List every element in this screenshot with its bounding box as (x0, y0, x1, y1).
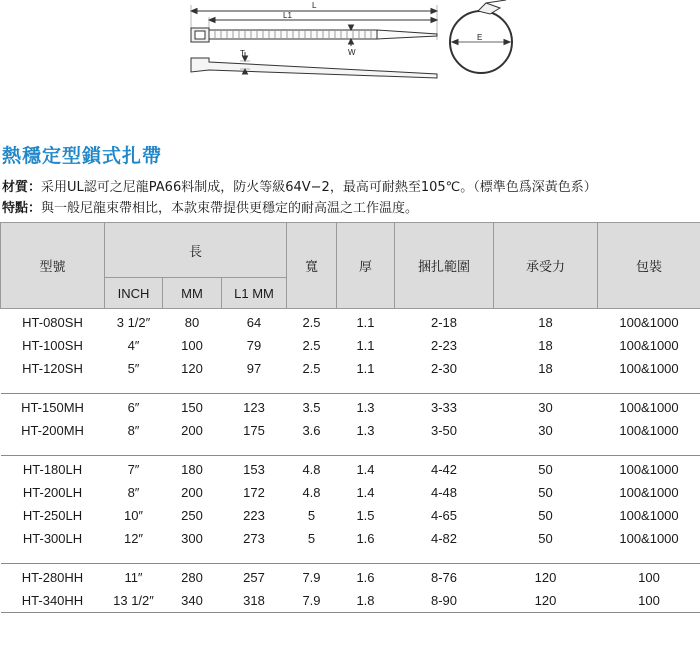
cell-l1mm: 97 (246, 361, 262, 376)
page-title: 熱穩定型鎖式扎帶 (2, 145, 163, 167)
cell-model: HT-250LH (22, 508, 83, 523)
cell-width: 4.8 (302, 485, 321, 500)
cell-l1mm: 123 (243, 400, 265, 415)
cell-inch: 6″ (127, 400, 140, 415)
cell-pack: 100&1000 (619, 361, 679, 376)
cell-inch: 8″ (127, 423, 140, 438)
cell-width: 5 (307, 508, 316, 523)
cell-tensile: 18 (538, 315, 553, 330)
table-row (1, 456, 700, 481)
cell-tensile: 18 (538, 361, 553, 376)
cell-bundle: 4-65 (430, 508, 458, 523)
cell-bundle: 4-48 (430, 485, 458, 500)
group-separator (1, 442, 700, 456)
cell-bundle: 8-90 (430, 593, 458, 608)
table-row (1, 564, 700, 589)
cell-l1mm: 153 (243, 462, 265, 477)
cell-l1mm: 64 (246, 315, 262, 330)
cell-pack: 100&1000 (619, 508, 679, 523)
cell-thickness: 1.6 (356, 531, 375, 546)
cell-pack: 100 (638, 593, 660, 608)
cell-inch: 8″ (127, 485, 140, 500)
cell-model: HT-120SH (22, 361, 83, 376)
header-tensile: 承受力 (494, 223, 598, 309)
cell-bundle: 2-30 (430, 361, 458, 376)
cell-inch: 10″ (123, 508, 144, 523)
cell-thickness: 1.6 (356, 570, 375, 585)
cell-model: HT-180LH (22, 462, 83, 477)
cell-model: HT-100SH (22, 338, 83, 353)
cell-mm: 200 (181, 485, 203, 500)
cell-bundle: 3-33 (430, 400, 458, 415)
separator-rule (1, 550, 700, 564)
cell-bundle: 2-23 (430, 338, 458, 353)
cell-pack: 100&1000 (619, 423, 679, 438)
cell-inch: 11″ (124, 570, 143, 585)
cell-pack: 100&1000 (619, 531, 679, 546)
header-length: 長 (105, 223, 287, 278)
cell-mm: 340 (181, 593, 203, 608)
header-pack: 包裝 (598, 223, 700, 309)
table-row (1, 419, 700, 442)
cell-width: 2.5 (302, 338, 321, 353)
cell-width: 7.9 (302, 570, 321, 585)
cell-l1mm: 318 (243, 593, 265, 608)
loop-head (478, 3, 500, 14)
cell-thickness: 1.5 (356, 508, 375, 523)
material-label: 材質： (2, 180, 42, 195)
cell-thickness: 1.3 (356, 423, 375, 438)
cell-bundle: 4-82 (430, 531, 458, 546)
cell-thickness: 1.8 (356, 593, 375, 608)
cell-tensile: 120 (534, 570, 557, 585)
cell-model: HT-200LH (22, 485, 83, 500)
label-l1: L1 (283, 11, 292, 20)
header-model: 型號 (1, 223, 105, 309)
group-separator (1, 380, 700, 394)
cell-mm: 150 (181, 400, 203, 415)
header-inch: INCH (105, 278, 163, 309)
cell-width: 2.5 (302, 315, 321, 330)
cell-thickness: 1.1 (356, 361, 375, 376)
feature-label: 特點： (2, 201, 42, 216)
table-row (1, 334, 700, 357)
table-row (1, 481, 700, 504)
group-separator (1, 550, 700, 564)
cell-mm: 80 (184, 315, 200, 330)
cell-model: HT-340HH (21, 593, 84, 608)
cell-l1mm: 79 (246, 338, 262, 353)
cell-width: 7.9 (302, 593, 321, 608)
tie-tail (377, 30, 437, 39)
cell-pack: 100&1000 (619, 315, 679, 330)
cell-tensile: 30 (538, 423, 553, 438)
table-row (1, 357, 700, 380)
cell-pack: 100&1000 (619, 462, 679, 477)
material-text: 采用UL認可之尼龍PA66料制成，防火等級64V−2，最高可耐熱至105℃。（標準色爲深黃色系） (41, 180, 597, 195)
cell-pack: 100&1000 (619, 485, 679, 500)
cell-thickness: 1.3 (356, 400, 375, 415)
cell-tensile: 120 (534, 593, 557, 608)
cell-mm: 200 (181, 423, 203, 438)
cell-bundle: 8-76 (430, 570, 458, 585)
separator-rule (1, 442, 700, 456)
feature-line (2, 197, 418, 216)
cell-inch: 3 1/2″ (116, 315, 151, 330)
cell-width: 4.8 (302, 462, 321, 477)
cell-inch: 4″ (127, 338, 140, 353)
cell-bundle: 3-50 (430, 423, 458, 438)
cell-thickness: 1.4 (356, 485, 375, 500)
separator-rule (1, 380, 700, 394)
cell-tensile: 30 (538, 400, 553, 415)
header-width: 寬 (287, 223, 337, 309)
label-t: T (240, 49, 245, 58)
cell-l1mm: 175 (243, 423, 265, 438)
cell-mm: 100 (181, 338, 203, 353)
cell-bundle: 2-18 (430, 315, 458, 330)
header-mm: MM (163, 278, 222, 309)
cell-pack: 100&1000 (619, 400, 679, 415)
spec-table (0, 222, 700, 619)
cell-model: HT-150MH (21, 400, 84, 415)
header-l1mm: L1 MM (222, 278, 287, 309)
table-bottom-rule (1, 613, 700, 620)
cell-model: HT-080SH (22, 315, 83, 330)
cell-bundle: 4-42 (430, 462, 458, 477)
cell-thickness: 1.4 (356, 462, 375, 477)
tie-side-view (191, 58, 437, 78)
table-row (1, 589, 700, 613)
header-thickness: 厚 (337, 223, 395, 309)
cell-mm: 250 (181, 508, 203, 523)
cell-model: HT-200MH (21, 423, 84, 438)
cell-mm: 180 (181, 462, 203, 477)
cell-tensile: 18 (538, 338, 553, 353)
cell-tensile: 50 (538, 531, 553, 546)
cell-model: HT-300LH (22, 531, 83, 546)
cell-model: HT-280HH (21, 570, 84, 585)
cell-width: 3.5 (302, 400, 321, 415)
table-row (1, 504, 700, 527)
cell-width: 3.6 (302, 423, 321, 438)
cell-l1mm: 223 (243, 508, 265, 523)
label-e: E (477, 33, 483, 42)
cell-inch: 7″ (127, 462, 140, 477)
cell-thickness: 1.1 (356, 315, 375, 330)
cell-inch: 13 1/2″ (113, 593, 154, 608)
cell-tensile: 50 (538, 508, 553, 523)
cell-pack: 100&1000 (619, 338, 679, 353)
cell-width: 2.5 (302, 361, 321, 376)
cell-tensile: 50 (538, 462, 553, 477)
spec-table-body (1, 309, 700, 613)
cell-tensile: 50 (538, 485, 553, 500)
cell-pack: 100 (638, 570, 660, 585)
cell-mm: 300 (181, 531, 203, 546)
cell-mm: 280 (181, 570, 203, 585)
label-l: L (312, 1, 317, 10)
cell-thickness: 1.1 (356, 338, 375, 353)
cell-inch: 12″ (123, 531, 144, 546)
cell-l1mm: 273 (243, 531, 265, 546)
table-row (1, 527, 700, 550)
cable-tie-diagram (0, 0, 700, 130)
material-line (2, 176, 597, 195)
table-row (1, 394, 700, 419)
feature-text: 與一般尼龍束帶相比，本款束帶提供更穩定的耐高温之工作温度。 (41, 201, 419, 216)
table-row (1, 309, 700, 335)
header-bundle-range: 捆扎範圍 (395, 223, 494, 309)
cell-inch: 5″ (127, 361, 140, 376)
label-w: W (348, 48, 356, 57)
cell-l1mm: 172 (243, 485, 265, 500)
cell-l1mm: 257 (243, 570, 265, 585)
cell-mm: 120 (181, 361, 203, 376)
cell-width: 5 (307, 531, 316, 546)
